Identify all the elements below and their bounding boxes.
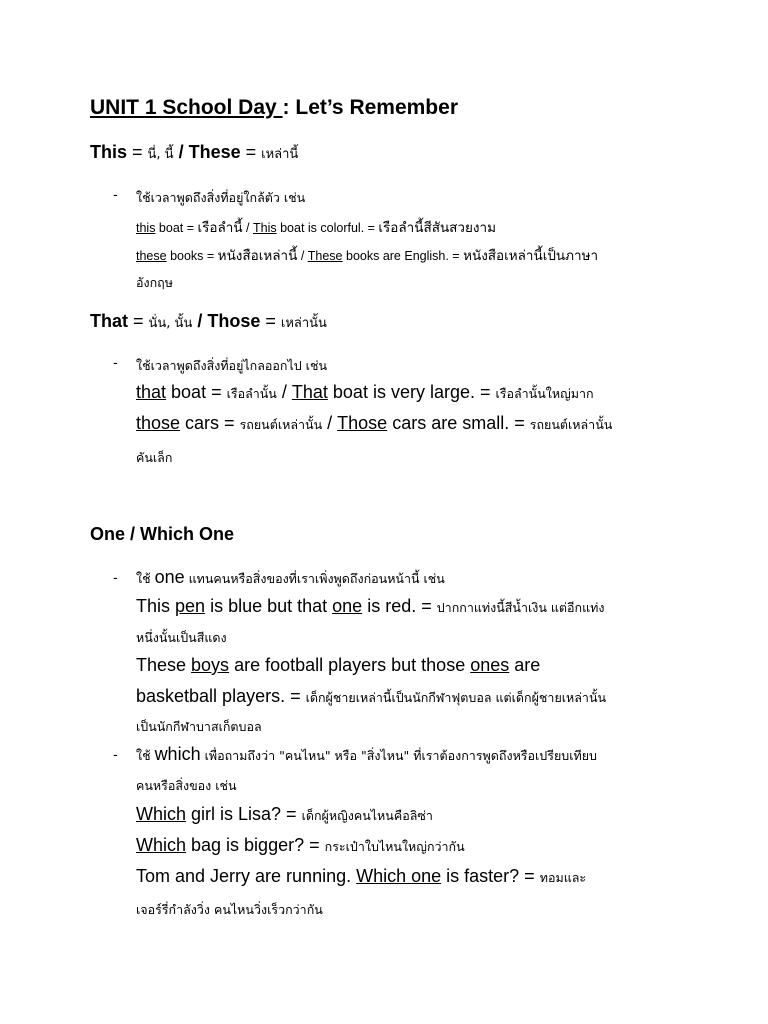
which-question-3-cont: เจอร์รี่กำลังวิ่ง คนไหนวิ่งเร็วกว่ากัน xyxy=(136,902,323,917)
thai-text: เด็กผู้หญิงคนไหนคือลิซ่า xyxy=(301,808,433,823)
text: / xyxy=(322,413,338,433)
thai-text: หนังสือเหล่านี้เป็นภาษา xyxy=(463,248,599,264)
one-example-2 xyxy=(136,655,540,676)
word-this: This xyxy=(90,142,128,162)
thai-text: เรือลำนั้น xyxy=(226,386,277,401)
text: is faster? = xyxy=(441,866,540,886)
word-which: which xyxy=(154,744,201,764)
word-one: one xyxy=(154,567,185,587)
u-word: Which xyxy=(136,804,187,824)
this-example-2-cont: อังกฤษ xyxy=(136,275,173,290)
bullet-dash: - xyxy=(113,186,118,202)
text: boat = xyxy=(166,382,227,402)
one-example-1 xyxy=(136,596,605,618)
title-main: UNIT 1 School Day xyxy=(90,96,283,119)
text: cars = xyxy=(180,413,240,433)
one-example-2-line2 xyxy=(136,686,606,708)
text: is red. = xyxy=(362,596,437,616)
which-question-1 xyxy=(136,804,433,826)
u-word: boys xyxy=(191,655,230,675)
thai-text: ปากกาแท่งนี้สีน้ำเงิน แต่อีกแท่ง xyxy=(436,600,605,615)
bullet-dash: - xyxy=(113,569,118,585)
this-bullet-text: ใช้เวลาพูดถึงสิ่งที่อยู่ใกล้ตัว เช่น xyxy=(136,190,306,205)
u-word: pen xyxy=(175,596,206,616)
text: Tom and Jerry are running. xyxy=(136,866,357,886)
thai-that: นั่น, นั้น xyxy=(148,316,193,331)
u-word: Those xyxy=(337,413,388,433)
thai-text: กระเป๋าใบไหนใหญ่กว่ากัน xyxy=(324,839,465,854)
u-word: This xyxy=(253,221,277,235)
text: / xyxy=(242,221,253,235)
one-example-1-cont: หนึ่งนั้นเป็นสีแดง xyxy=(136,630,227,645)
u-word: These xyxy=(307,249,343,263)
u-word: Which xyxy=(136,835,187,855)
bullet-dash: - xyxy=(113,746,118,762)
text: bag is bigger? = xyxy=(186,835,325,855)
which-question-3 xyxy=(136,866,586,888)
thai-text: เรือลำนั้นใหญ่มาก xyxy=(495,386,594,401)
text: / xyxy=(276,382,292,402)
one-example-2-cont: เป็นนักกีฬาบาสเก็ตบอล xyxy=(136,719,262,734)
text: boat = xyxy=(155,221,198,235)
that-example-1 xyxy=(136,382,594,404)
bullet-dash: - xyxy=(113,354,118,370)
text: are football players but those xyxy=(229,655,471,675)
heading-one-which-one: One / Which One xyxy=(90,524,235,544)
equals: = xyxy=(127,142,148,162)
u-word: this xyxy=(136,221,156,235)
text: are xyxy=(509,655,541,675)
thai-text: เรือลำนี้สีสันสวยงาม xyxy=(378,220,496,236)
which-bullet-cont: คนหรือสิ่งของ เช่น xyxy=(136,778,237,793)
thai-text: รถยนต์เหล่านั้น xyxy=(529,417,613,432)
equals: = xyxy=(128,311,149,331)
text: books = xyxy=(166,249,218,263)
thai-text: เรือลำนี้ xyxy=(197,220,243,236)
text: is blue but that xyxy=(205,596,333,616)
equals: = xyxy=(260,311,281,331)
text: / xyxy=(297,249,308,263)
u-word: Which one xyxy=(356,866,442,886)
u-word: that xyxy=(136,382,167,402)
thai-this: นี่, นี้ xyxy=(147,147,174,162)
which-bullet xyxy=(136,744,597,766)
title-rest: : Let’s Remember xyxy=(282,96,458,119)
which-question-2 xyxy=(136,835,465,857)
heading-this-these xyxy=(90,142,298,164)
u-word: That xyxy=(291,382,328,402)
text: basketball players. = xyxy=(136,686,306,706)
that-example-2-cont: คันเล็ก xyxy=(136,450,173,465)
text: girl is Lisa? = xyxy=(186,804,302,824)
thai-these: เหล่านี้ xyxy=(261,147,299,162)
word-that: That xyxy=(90,311,128,331)
text: cars are small. = xyxy=(387,413,530,433)
u-word: ones xyxy=(470,655,510,675)
u-word: one xyxy=(332,596,363,616)
thai-text: ใช้ xyxy=(136,748,155,763)
text: These xyxy=(136,655,192,675)
word-those: Those xyxy=(207,311,261,331)
one-bullet xyxy=(136,567,445,589)
that-example-2 xyxy=(136,413,612,435)
text: boat is very large. = xyxy=(327,382,496,402)
thai-text: รถยนต์เหล่านั้น xyxy=(239,417,323,432)
thai-text: ทอมและ xyxy=(539,870,587,885)
word-these: These xyxy=(188,142,241,162)
thai-text: ใช้ xyxy=(136,571,155,586)
equals: = xyxy=(240,142,262,162)
thai-text: แทนคนหรือสิ่งของที่เราเพิ่งพูดถึงก่อนหน้านี้ เช่น xyxy=(184,571,445,586)
u-word: these xyxy=(136,249,167,263)
this-example-1 xyxy=(136,216,496,238)
thai-those: เหล่านั้น xyxy=(280,316,327,331)
that-bullet-text: ใช้เวลาพูดถึงสิ่งที่อยู่ไกลออกไป เช่น xyxy=(136,358,327,373)
text: books are English. = xyxy=(342,249,464,263)
slash: / xyxy=(173,142,189,162)
page-title xyxy=(90,96,458,120)
heading-that-those xyxy=(90,311,327,333)
text: This xyxy=(136,596,176,616)
slash: / xyxy=(192,311,208,331)
thai-text: เพื่อถามถึงว่า "คนไหน" หรือ "สิ่งไหน" ที่เราต้องการพูดถึงหรือเปรียบเทียบ xyxy=(200,748,597,763)
u-word: those xyxy=(136,413,181,433)
text: boat is colorful. = xyxy=(276,221,379,235)
thai-text: เด็กผู้ชายเหล่านี้เป็นนักกีฬาฟุตบอล แต่เด็กผู้ชายเหล่านั้น xyxy=(305,690,607,705)
thai-text: หนังสือเหล่านี้ xyxy=(217,248,298,264)
this-example-2 xyxy=(136,244,598,266)
